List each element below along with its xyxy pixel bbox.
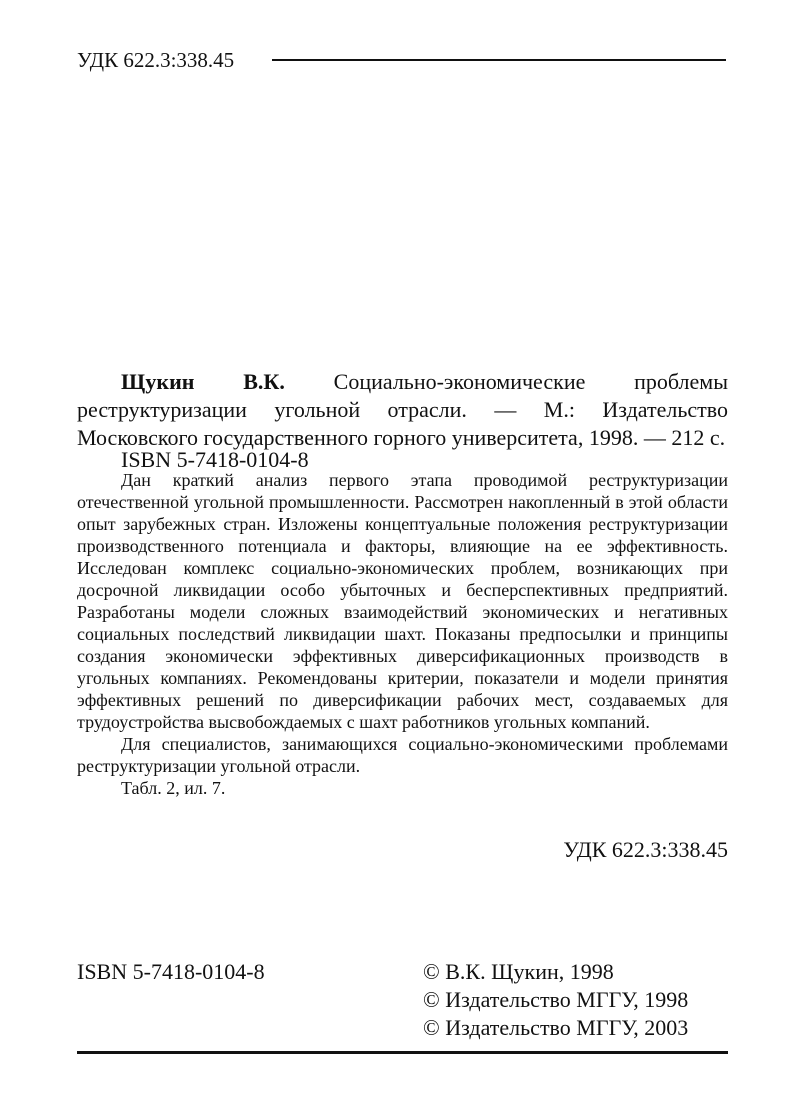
- copyright-block: [423, 958, 688, 1042]
- citation-isbn: ISBN 5-7418-0104-8: [121, 447, 309, 472]
- footer-isbn: ISBN 5-7418-0104-8: [77, 959, 265, 984]
- copyright-line: © В.К. Щукин, 1998: [423, 959, 614, 984]
- abstract-paragraph: Дан краткий анализ первого этапа проводимой реструктуризации отечественной угольной промышленности. Рассмотрен накопленный в этой области опыт зарубежных стран. Изложены концептуальные положения реструктуризации производственного потенциала и факторы, влияющие на ее эффективность. Исследован комплекс социально-экономических проблем, возникающих при досрочной ликвидации особо убыточных и бесперспективных предприятий. Разработаны модели сложных взаимодействий экономических и негативных социальных последствий ликвидации шахт. Показаны предпосылки и принципы создания экономически эффективных диверсификационных производств в угольных компаниях. Рекомендованы критерии, показатели и модели принятия эффективных решений по диверсификации рабочих мест, создаваемых для трудоустройства высвобождаемых с шахт работников угольных компаний.: [77, 470, 728, 732]
- header-rule: [272, 59, 726, 61]
- footer-rule: [77, 1051, 728, 1054]
- copyright-line: © Издательство МГГУ, 2003: [423, 1015, 689, 1040]
- author-name: Щукин В.К.: [121, 369, 285, 394]
- abstract: [77, 469, 728, 799]
- bibliographic-citation: [77, 368, 728, 452]
- tables-illustrations-note: Табл. 2, ил. 7.: [121, 778, 226, 798]
- udk-header: УДК 622.3:338.45: [77, 48, 235, 72]
- audience-paragraph: Для специалистов, занимающихся социально-экономическими проблемами реструктуризации угольной отрасли.: [77, 734, 728, 776]
- copyright-line: © Издательство МГГУ, 1998: [423, 987, 689, 1012]
- citation-text: Социально-экономические проблемы реструктуризации угольной отрасли. — М.: Издательство Московского государственного горного университета, 1998. — 212 с.: [77, 369, 728, 450]
- udk-footer: УДК 622.3:338.45: [563, 837, 728, 862]
